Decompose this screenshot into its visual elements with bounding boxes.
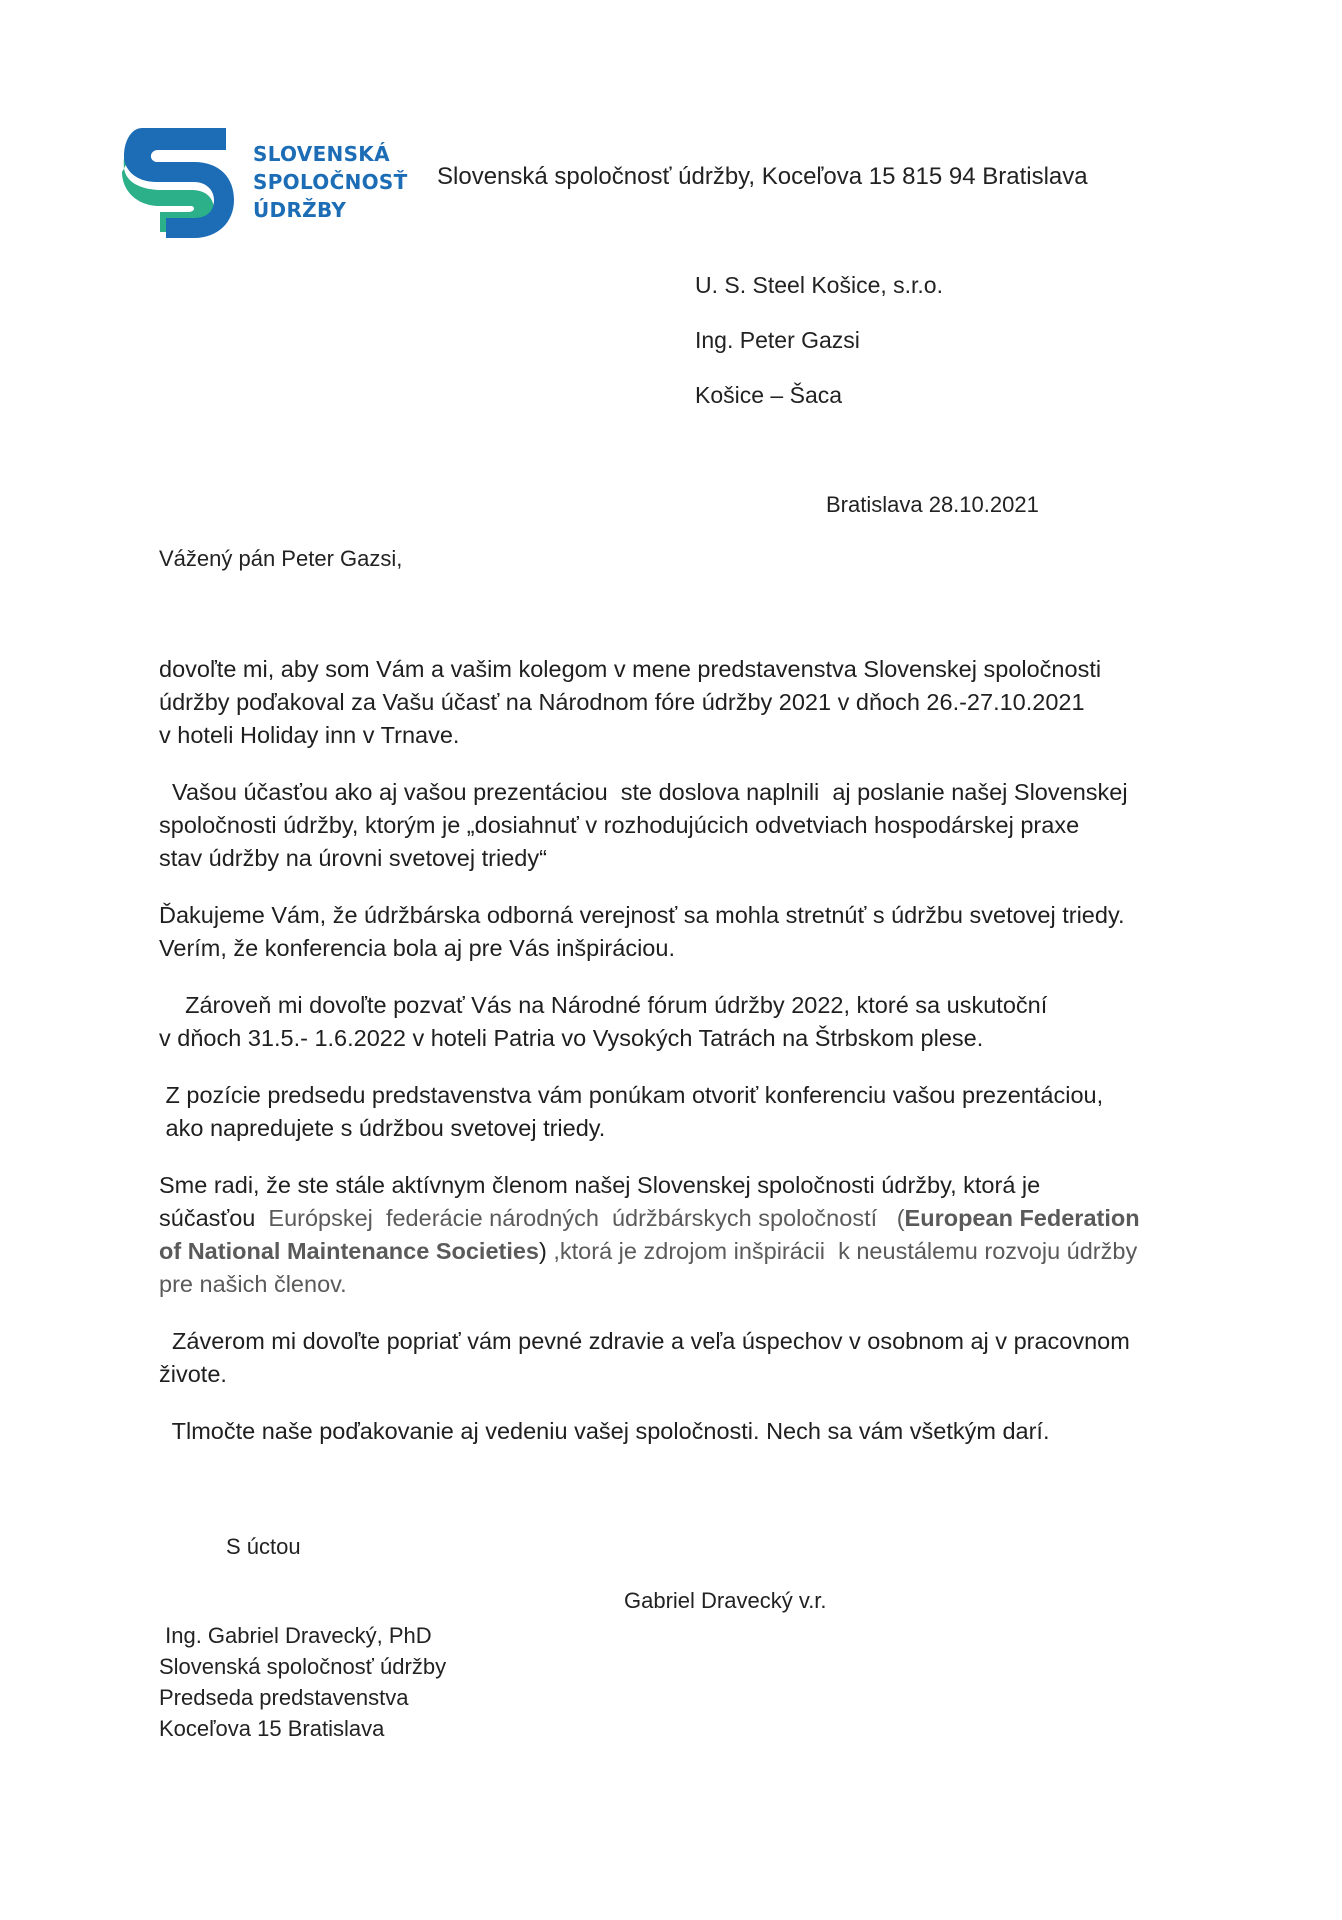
paragraph-6 <box>159 1169 1199 1301</box>
paragraph-line: stav údržby na úrovni svetovej triedy“ <box>159 845 547 871</box>
paragraph-4 <box>159 989 1199 1055</box>
recipient-city: Košice – Šaca <box>695 382 843 408</box>
signatory-org: Slovenská spoločnosť údržby <box>159 1654 447 1679</box>
text-segment: súčasťou <box>159 1205 262 1231</box>
paragraph-line: živote. <box>159 1361 227 1387</box>
efnms-name-english-cont: of National Maintenance Societies <box>159 1238 540 1264</box>
paragraph-line: Z pozície predsedu predstavenstva vám ponúkam otvoriť konferenciu vašou prezentáciou, <box>159 1082 1104 1108</box>
signatory-role: Predseda predstavenstva <box>159 1685 409 1710</box>
paragraph-line: spoločnosti údržby, ktorým je „dosiahnuť v rozhodujúcich odvetviach hospodárskej praxe <box>159 812 1080 838</box>
efnms-name-english: European Federation <box>904 1205 1140 1231</box>
paragraph-line: údržby poďakoval za Vašu účasť na Národnom fóre údržby 2021 v dňoch 26.-27.10.2021 <box>159 689 1085 715</box>
text-segment: ) <box>539 1238 547 1264</box>
salutation: Vážený pán Peter Gazsi, <box>159 546 403 571</box>
paragraph-line: Verím, že konferencia bola aj pre Vás inšpiráciou. <box>159 935 675 961</box>
sender-address: Slovenská spoločnosť údržby, Koceľova 15 815 94 Bratislava <box>437 163 1088 190</box>
paragraph-2 <box>159 776 1199 875</box>
paragraph-line: pre našich členov. <box>159 1271 347 1297</box>
paragraph-3 <box>159 899 1199 965</box>
paragraph-line: Vašou účasťou ako aj vašou prezentáciou ste doslova naplnili aj poslanie našej Slovenskej <box>159 779 1128 805</box>
closing: S úctou <box>226 1534 301 1559</box>
letter-date: Bratislava 28.10.2021 <box>826 492 1039 517</box>
paragraph-line: ako napredujete s údržbou svetovej triedy. <box>159 1115 606 1141</box>
efnms-name-slovak: Európskej federácie národných údržbárskych spoločností ( <box>261 1205 905 1231</box>
signatory-address: Koceľova 15 Bratislava <box>159 1716 385 1741</box>
text-segment: ,ktorá je zdrojom inšpirácii k neustálemu rozvoju údržby <box>546 1238 1138 1264</box>
signatory-name: Ing. Gabriel Dravecký, PhD <box>159 1623 432 1648</box>
paragraph-7 <box>159 1325 1199 1391</box>
paragraph-line: dovoľte mi, aby som Vám a vašim kolegom v mene predstavenstva Slovenskej spoločnosti <box>159 656 1102 682</box>
logo-line-3: ÚDRŽBY <box>253 198 347 222</box>
paragraph-1 <box>159 653 1199 752</box>
logo-icon <box>122 128 234 238</box>
logo-line-1: SLOVENSKÁ <box>253 142 390 166</box>
paragraph-line: v hoteli Holiday inn v Trnave. <box>159 722 460 748</box>
paragraph-line: Zároveň mi dovoľte pozvať Vás na Národné fórum údržby 2022, ktoré sa uskutoční <box>159 992 1048 1018</box>
paragraph-line <box>159 1202 1199 1235</box>
recipient-company: U. S. Steel Košice, s.r.o. <box>695 272 943 298</box>
paragraph-line: Ďakujeme Vám, že údržbárska odborná verejnosť sa mohla stretnúť s údržbu svetovej triedy. <box>159 902 1125 928</box>
paragraph-8 <box>159 1415 1199 1448</box>
paragraph-5 <box>159 1079 1199 1145</box>
paragraph-line: Záverom mi dovoľte popriať vám pevné zdravie a veľa úspechov v osobnom aj v pracovnom <box>159 1328 1130 1354</box>
signatory-block <box>159 1620 446 1744</box>
logo-line-2: SPOLOČNOSŤ <box>253 170 408 194</box>
recipient-person: Ing. Peter Gazsi <box>695 327 860 353</box>
paragraph-line <box>159 1235 1199 1268</box>
paragraph-line: v dňoch 31.5.- 1.6.2022 v hoteli Patria vo Vysokých Tatrách na Štrbskom plese. <box>159 1025 984 1051</box>
paragraph-line: Sme radi, že ste stále aktívnym členom našej Slovenskej spoločnosti údržby, ktorá je <box>159 1172 1041 1198</box>
logo-wordmark <box>253 140 408 224</box>
signature: Gabriel Dravecký v.r. <box>624 1588 827 1613</box>
paragraph-line: Tlmočte naše poďakovanie aj vedeniu vašej spoločnosti. Nech sa vám všetkým darí. <box>159 1418 1050 1444</box>
